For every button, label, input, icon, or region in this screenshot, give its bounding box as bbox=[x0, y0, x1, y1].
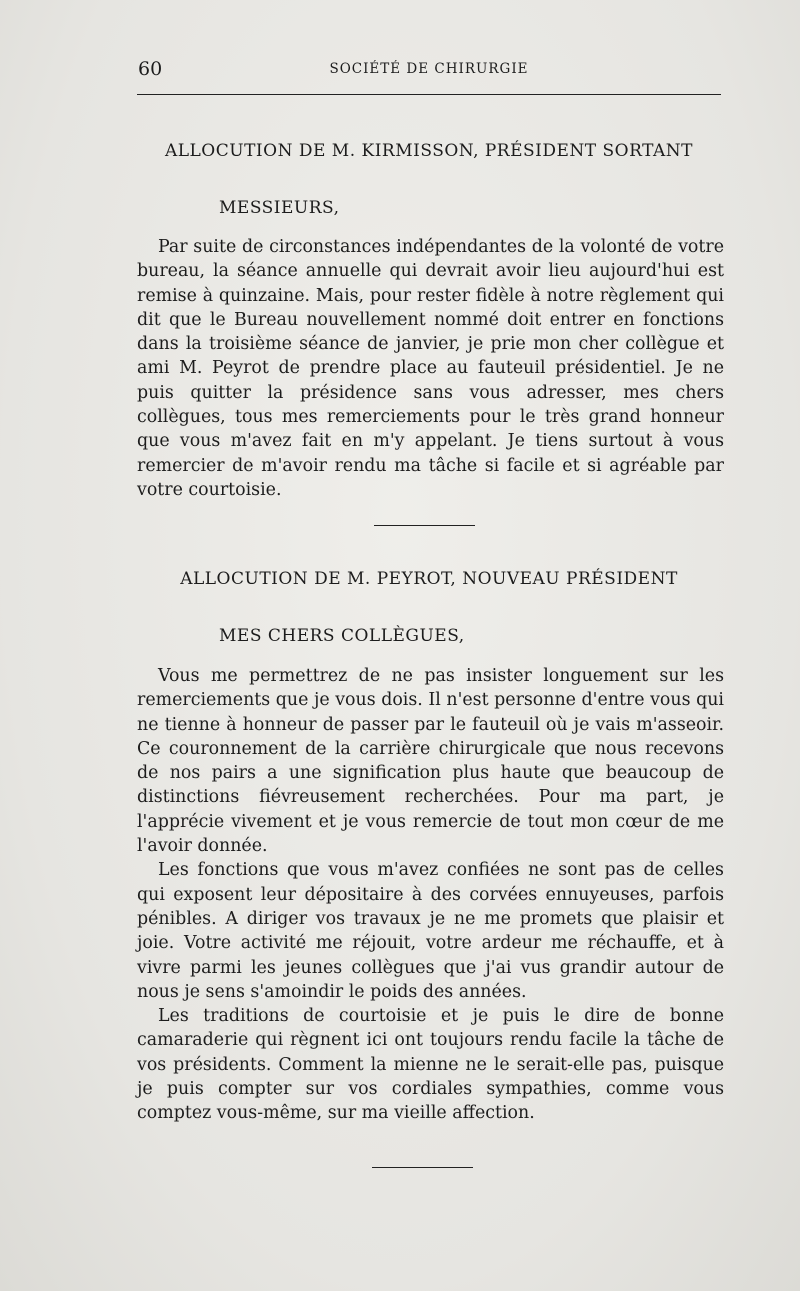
page-header bbox=[137, 58, 721, 86]
closing-separator bbox=[372, 1167, 473, 1168]
paragraph: Les fonctions que vous m'avez confiées ne sont pas de celles qui exposent leur dépositaire à des corvées ennuyeuses, parfois pénibles. A diriger vos travaux je ne me promets que plaisir et joie. Votre activité me réjouit, votre ardeur me réchauffe, et à vivre parmi les jeunes collègues que j'ai vus grandir autour de nous je sens s'amoindir le poids des années. bbox=[137, 860, 724, 1002]
paragraph: Les traditions de courtoisie et je puis le dire de bonne camaraderie qui règnent ici ont toujours rendu facile la tâche de vos présidents. Comment la mienne ne le serait-elle pas, puisque je puis compter sur vos cordiales sympathies, comme vous comptez vous-même, sur ma vieille affection. bbox=[137, 1006, 724, 1124]
salutation-chers-collegues: MES CHERS COLLÈGUES, bbox=[219, 626, 465, 646]
salutation-messieurs: MESSIEURS, bbox=[219, 198, 340, 218]
section-title-kirmisson: ALLOCUTION DE M. KIRMISSON, PRÉSIDENT SORTANT bbox=[164, 141, 694, 161]
section-separator bbox=[374, 525, 475, 526]
paragraph: Par suite de circonstances indépendantes de la volonté de votre bureau, la séance annuelle qui devrait avoir lieu aujourd'hui est remise à quinzaine. Mais, pour rester fidèle à notre règlement qui dit que le Bureau nouvellement nommé doit entrer en fonctions dans la troisième séance de janvier, je prie mon cher collègue et ami M. Peyrot de prendre place au fauteuil présidentiel. Je ne puis quitter la présidence sans vous adresser, mes chers collègues, tous mes remerciements pour le très grand honneur que vous m'avez fait en m'y appelant. Je tiens surtout à vous remercier de m'avoir rendu ma tâche si facile et si agréable par votre courtoisie. bbox=[137, 237, 724, 500]
section-title-peyrot: ALLOCUTION DE M. PEYROT, NOUVEAU PRÉSIDENT bbox=[180, 569, 678, 589]
header-rule bbox=[137, 94, 721, 95]
running-title: SOCIÉTÉ DE CHIRURGIE bbox=[329, 61, 529, 77]
speech-peyrot bbox=[137, 664, 724, 1126]
page-number: 60 bbox=[138, 58, 163, 80]
speech-kirmisson bbox=[137, 235, 724, 502]
paragraph: Vous me permettrez de ne pas insister longuement sur les remerciements que je vous dois. Il n'est personne d'entre vous qui ne tienne à honneur de passer par le fauteuil où je vais m'asseoir. Ce couronnement de la carrière chirurgicale que nous recevons de nos pairs a une signification plus haute que beaucoup de distinctions fiévreusement recherchées. Pour ma part, je l'apprécie vivement et je vous remercie de tout mon cœur de me l'avoir donnée. bbox=[137, 666, 724, 857]
